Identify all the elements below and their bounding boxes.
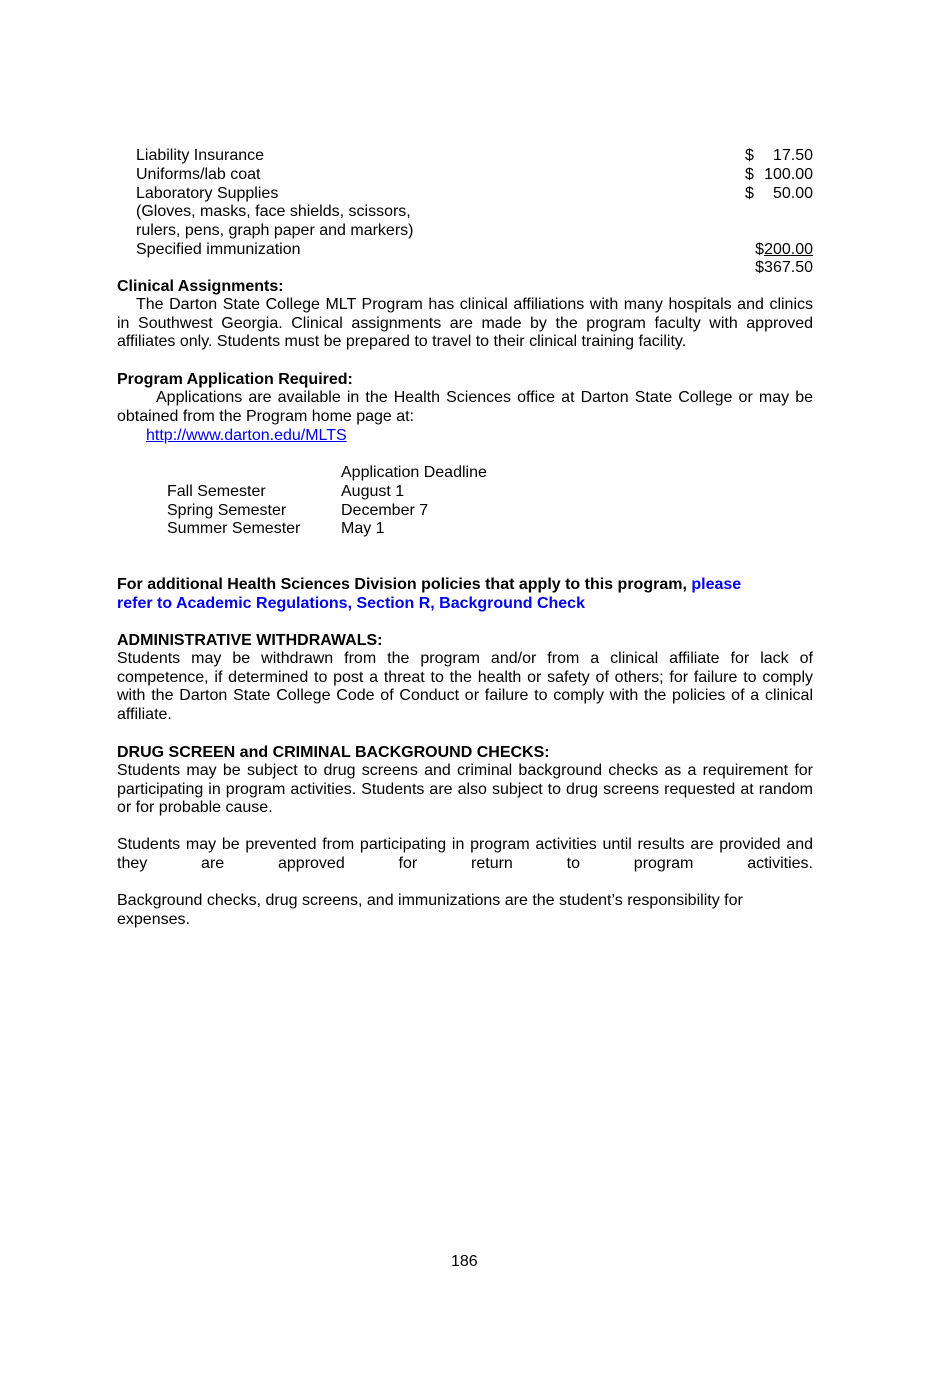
fee-amount-uniforms: 100.00	[764, 166, 813, 183]
fee-label-lab-supplies: Laboratory Supplies	[136, 185, 279, 202]
deadline-column-header: Application Deadline	[341, 464, 487, 481]
fee-amount-lab-supplies: 50.00	[772, 185, 813, 202]
fee-currency-liability: $	[745, 147, 754, 164]
fee-total: $367.50	[755, 259, 813, 276]
semester-fall: Fall Semester	[167, 483, 266, 500]
application-body: Applications are available in the Health Sciences office at Darton State College or may be obtained from the Program home page at:	[117, 389, 813, 425]
deadline-summer: May 1	[341, 520, 385, 537]
drug-screen-body-3: Background checks, drug screens, and immunizations are the student’s responsibility for expenses.	[117, 892, 743, 928]
page-number: 186	[451, 1253, 478, 1270]
fee-label-uniforms: Uniforms/lab coat	[136, 166, 261, 183]
fee-currency-immunization: $	[755, 241, 765, 258]
fee-currency-lab-supplies: $	[745, 185, 754, 202]
clinical-heading: Clinical Assignments:	[117, 278, 284, 295]
drug-screen-body-2: Students may be prevented from participating in program activities until results are provided and they are approved for return to program activities.	[117, 836, 813, 872]
policies-link-part-2[interactable]: refer to Academic Regulations, Section R, Background Check	[117, 595, 585, 612]
supplies-note-line-1: (Gloves, masks, face shields, scissors,	[136, 203, 411, 220]
fee-label-liability: Liability Insurance	[136, 147, 265, 164]
drug-screen-body-1: Students may be subject to drug screens and criminal background checks as a requirement for participating in program activities. Students are also subject to drug screens requested at random or for probable cause.	[117, 762, 813, 817]
application-heading: Program Application Required:	[117, 371, 353, 388]
policies-note	[117, 575, 741, 594]
program-home-link[interactable]: http://www.darton.edu/MLTS	[146, 427, 347, 444]
fee-amount-liability: 17.50	[772, 147, 813, 164]
drug-screen-heading: DRUG SCREEN and CRIMINAL BACKGROUND CHECKS:	[117, 744, 550, 761]
deadline-fall: August 1	[341, 483, 405, 500]
deadline-spring: December 7	[341, 502, 429, 519]
withdrawals-heading: ADMINISTRATIVE WITHDRAWALS:	[117, 632, 383, 649]
fee-label-immunization: Specified immunization	[136, 241, 301, 258]
supplies-note-line-2: rulers, pens, graph paper and markers)	[136, 222, 414, 239]
semester-spring: Spring Semester	[167, 502, 287, 519]
policies-note-text: For additional Health Sciences Division policies that apply to this program,	[117, 576, 687, 593]
fee-amount-immunization-value: 200.00	[764, 241, 813, 258]
fee-amount-immunization	[700, 240, 813, 259]
withdrawals-body: Students may be withdrawn from the program and/or from a clinical affiliate for lack of competence, if determined to post a threat to the health or safety of others; for failure to comply with the Darton State College Code of Conduct or failure to comply with the policies of a clinical affiliate.	[117, 650, 813, 724]
clinical-body: The Darton State College MLT Program has clinical affiliations with many hospitals and clinics in Southwest Georgia. Clinical assignments are made by the program faculty with approved affiliates only. Students must be prepared to travel to their clinical training facility.	[117, 296, 813, 351]
fee-currency-uniforms: $	[745, 166, 754, 183]
semester-summer: Summer Semester	[167, 520, 301, 537]
policies-link-part-1[interactable]: please	[691, 576, 742, 593]
